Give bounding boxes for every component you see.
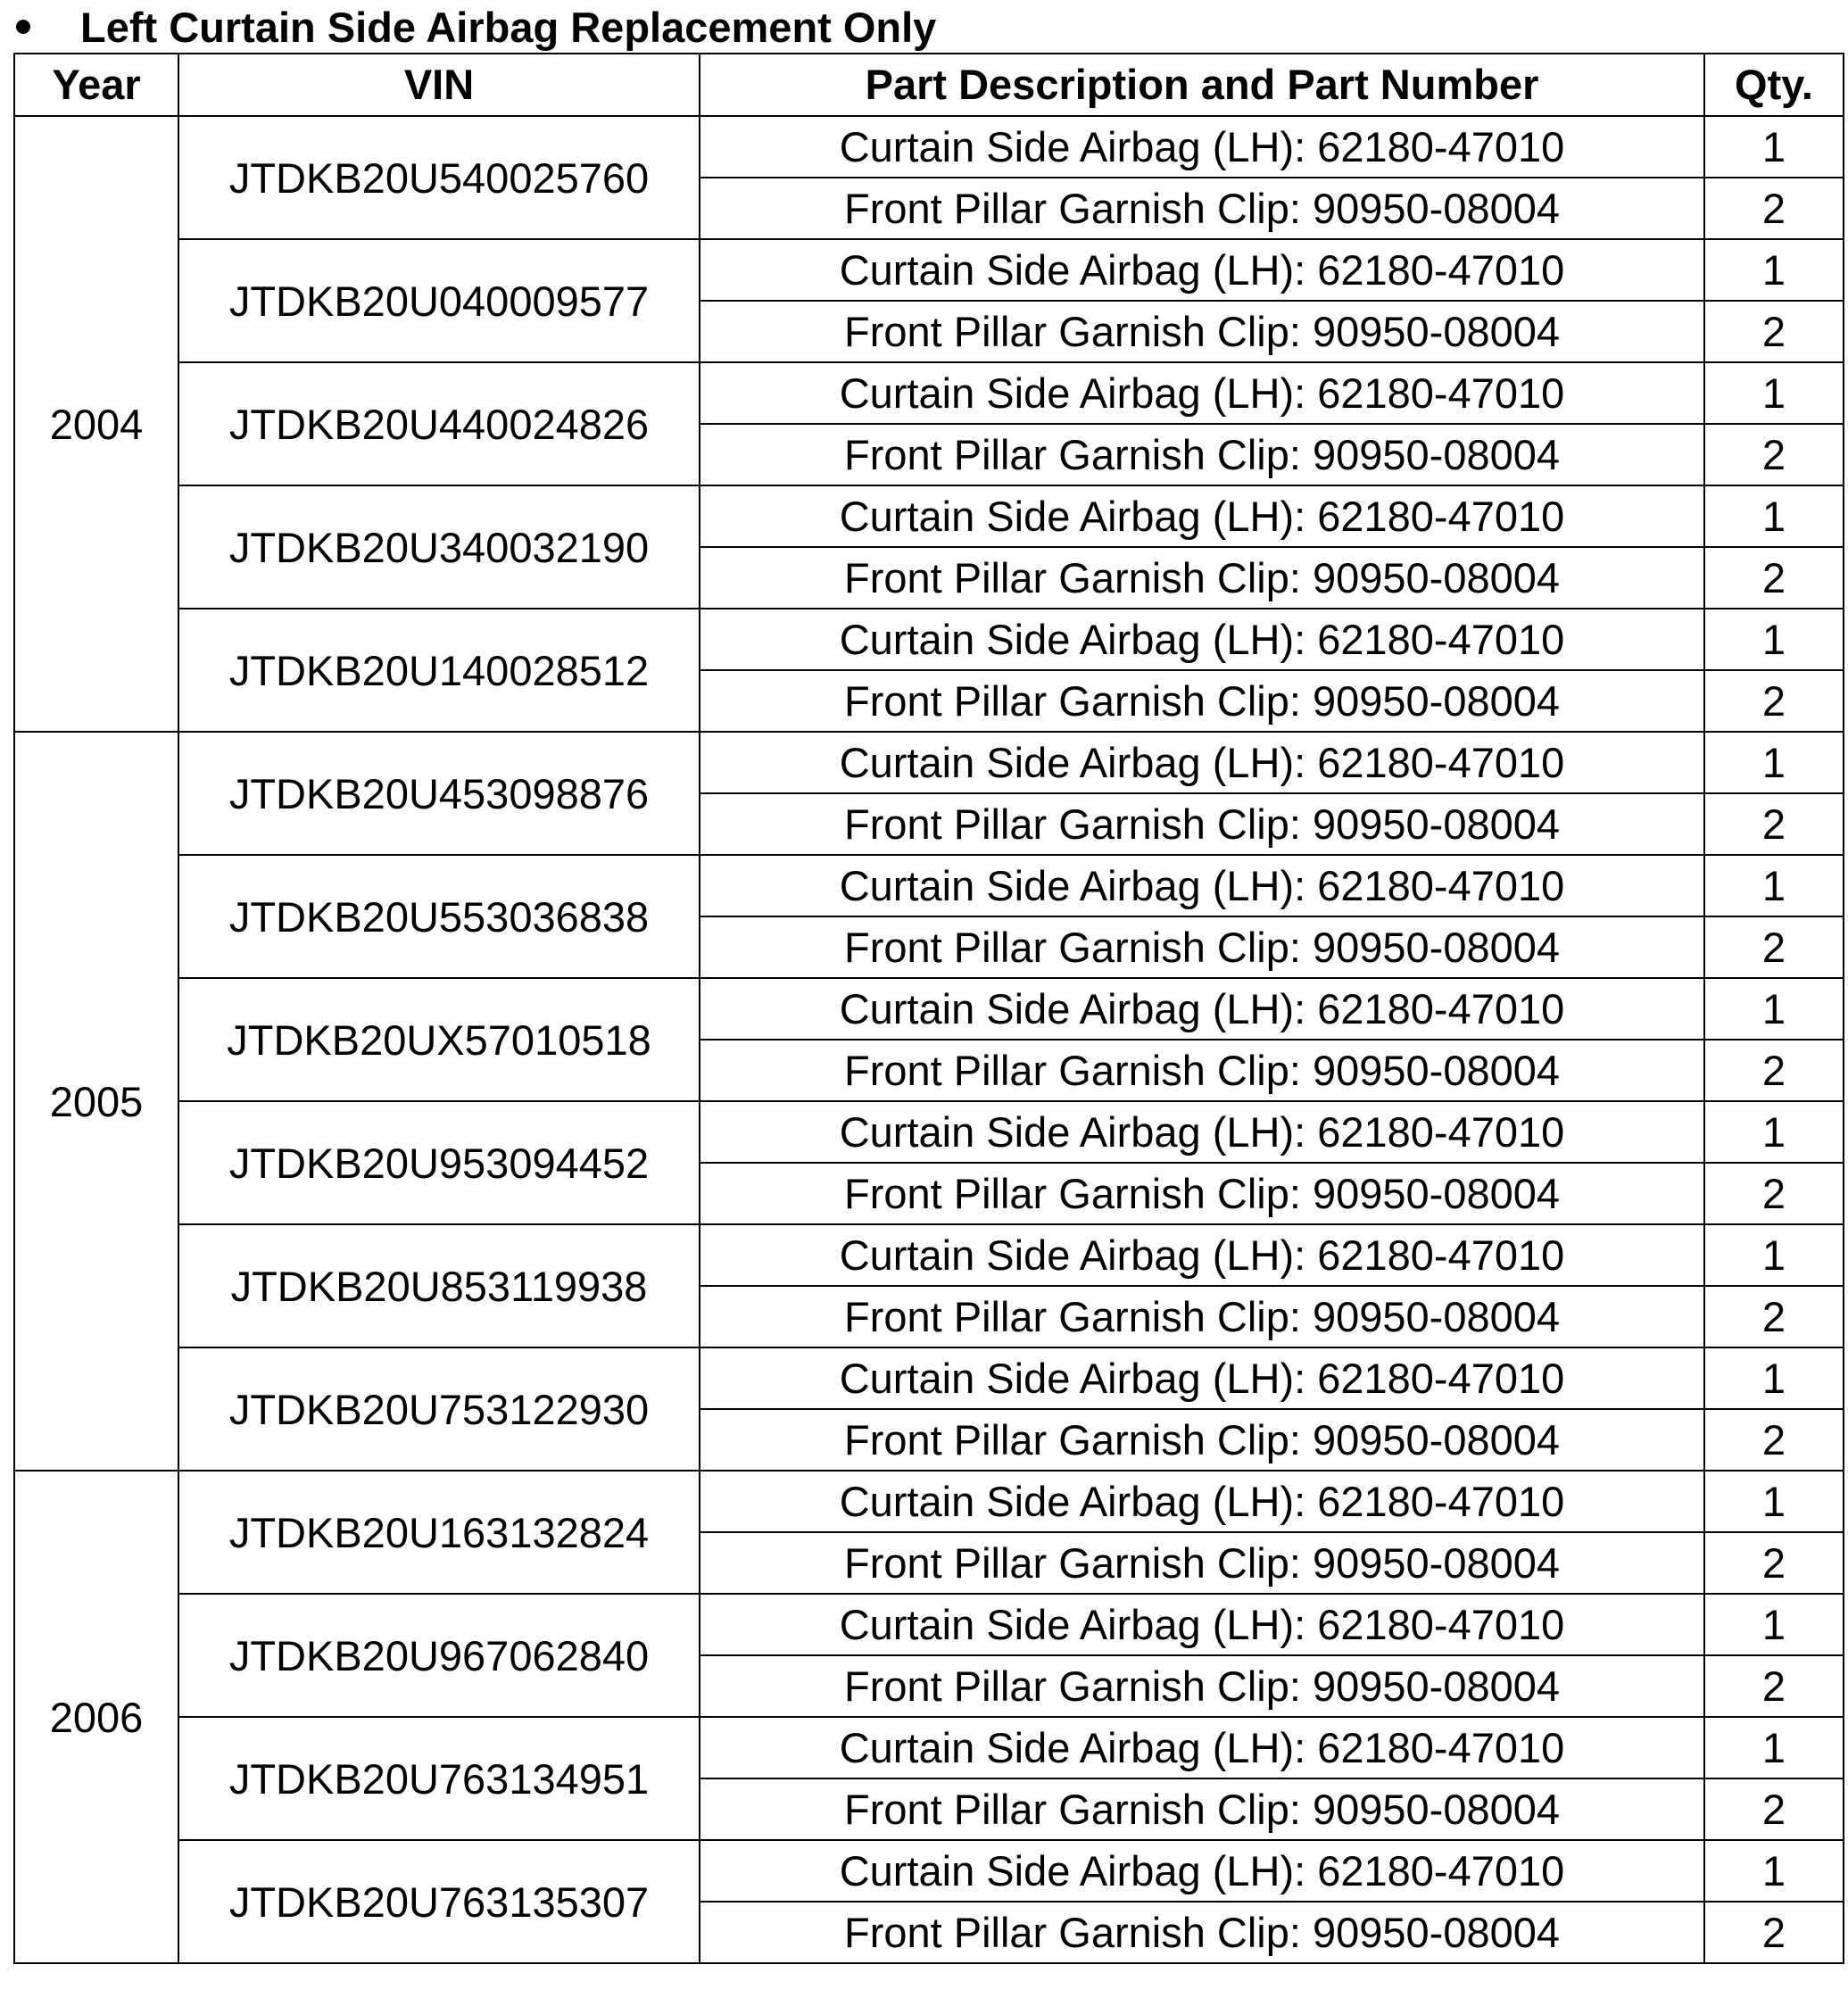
part-description-cell: Curtain Side Airbag (LH): 62180-47010 [700, 116, 1704, 178]
vin-cell: JTDKB20UX57010518 [178, 978, 700, 1101]
part-description-cell: Curtain Side Airbag (LH): 62180-47010 [700, 1224, 1704, 1286]
vin-cell: JTDKB20U753122930 [178, 1347, 700, 1471]
qty-cell: 2 [1704, 1902, 1844, 1963]
part-description-cell: Curtain Side Airbag (LH): 62180-47010 [700, 732, 1704, 793]
table-row [14, 1347, 1844, 1409]
qty-cell: 2 [1704, 1655, 1844, 1717]
vin-cell: JTDKB20U163132824 [178, 1471, 700, 1594]
part-description-cell: Curtain Side Airbag (LH): 62180-47010 [700, 362, 1704, 424]
qty-cell: 1 [1704, 1840, 1844, 1902]
vin-cell: JTDKB20U340032190 [178, 485, 700, 609]
part-description-cell: Curtain Side Airbag (LH): 62180-47010 [700, 1840, 1704, 1902]
vin-cell: JTDKB20U540025760 [178, 116, 700, 239]
table-row [14, 609, 1844, 670]
table-row [14, 1471, 1844, 1532]
qty-cell: 1 [1704, 362, 1844, 424]
part-description-cell: Curtain Side Airbag (LH): 62180-47010 [700, 978, 1704, 1040]
qty-cell: 1 [1704, 609, 1844, 670]
vin-cell: JTDKB20U953094452 [178, 1101, 700, 1224]
qty-cell: 1 [1704, 485, 1844, 547]
year-cell: 2006 [14, 1471, 178, 1963]
qty-cell: 1 [1704, 1594, 1844, 1655]
qty-cell: 2 [1704, 1163, 1844, 1224]
qty-cell: 2 [1704, 178, 1844, 239]
part-description-cell: Front Pillar Garnish Clip: 90950-08004 [700, 424, 1704, 485]
part-description-cell: Front Pillar Garnish Clip: 90950-08004 [700, 1532, 1704, 1594]
qty-cell: 1 [1704, 732, 1844, 793]
qty-cell: 1 [1704, 239, 1844, 301]
qty-cell: 1 [1704, 116, 1844, 178]
header-part: Part Description and Part Number [700, 54, 1704, 116]
part-description-cell: Curtain Side Airbag (LH): 62180-47010 [700, 239, 1704, 301]
qty-cell: 2 [1704, 1778, 1844, 1840]
part-description-cell: Front Pillar Garnish Clip: 90950-08004 [700, 1163, 1704, 1224]
vin-cell: JTDKB20U553036838 [178, 855, 700, 978]
qty-cell: 2 [1704, 1286, 1844, 1347]
section-heading [12, 0, 936, 54]
qty-cell: 2 [1704, 793, 1844, 855]
bullet-icon [16, 20, 30, 34]
table-row [14, 1717, 1844, 1778]
qty-cell: 2 [1704, 301, 1844, 362]
table-row [14, 362, 1844, 424]
qty-cell: 2 [1704, 1040, 1844, 1101]
vin-cell: JTDKB20U853119938 [178, 1224, 700, 1347]
vin-cell: JTDKB20U140028512 [178, 609, 700, 732]
year-cell: 2005 [14, 732, 178, 1471]
qty-cell: 1 [1704, 1471, 1844, 1532]
qty-cell: 2 [1704, 1532, 1844, 1594]
vin-cell: JTDKB20U763134951 [178, 1717, 700, 1840]
table-row [14, 855, 1844, 916]
part-description-cell: Curtain Side Airbag (LH): 62180-47010 [700, 485, 1704, 547]
qty-cell: 1 [1704, 1717, 1844, 1778]
part-description-cell: Curtain Side Airbag (LH): 62180-47010 [700, 855, 1704, 916]
vin-cell: JTDKB20U453098876 [178, 732, 700, 855]
heading-text: Left Curtain Side Airbag Replacement Only [80, 3, 937, 51]
parts-table [13, 53, 1844, 1964]
part-description-cell: Front Pillar Garnish Clip: 90950-08004 [700, 1286, 1704, 1347]
qty-cell: 1 [1704, 1347, 1844, 1409]
table-row [14, 732, 1844, 793]
vin-cell: JTDKB20U967062840 [178, 1594, 700, 1717]
part-description-cell: Curtain Side Airbag (LH): 62180-47010 [700, 609, 1704, 670]
qty-cell: 1 [1704, 1101, 1844, 1163]
table-row [14, 1224, 1844, 1286]
table-row [14, 239, 1844, 301]
vin-cell: JTDKB20U040009577 [178, 239, 700, 362]
table-row [14, 978, 1844, 1040]
part-description-cell: Front Pillar Garnish Clip: 90950-08004 [700, 1778, 1704, 1840]
qty-cell: 2 [1704, 547, 1844, 609]
header-vin: VIN [178, 54, 700, 116]
qty-cell: 1 [1704, 855, 1844, 916]
table-row [14, 1840, 1844, 1902]
vin-cell: JTDKB20U440024826 [178, 362, 700, 485]
part-description-cell: Front Pillar Garnish Clip: 90950-08004 [700, 1040, 1704, 1101]
table-body [14, 116, 1844, 1963]
qty-cell: 2 [1704, 424, 1844, 485]
part-description-cell: Front Pillar Garnish Clip: 90950-08004 [700, 301, 1704, 362]
part-description-cell: Front Pillar Garnish Clip: 90950-08004 [700, 670, 1704, 732]
part-description-cell: Curtain Side Airbag (LH): 62180-47010 [700, 1594, 1704, 1655]
qty-cell: 1 [1704, 978, 1844, 1040]
table-row [14, 116, 1844, 178]
table-row [14, 1101, 1844, 1163]
part-description-cell: Front Pillar Garnish Clip: 90950-08004 [700, 1409, 1704, 1471]
header-row [14, 54, 1844, 116]
part-description-cell: Curtain Side Airbag (LH): 62180-47010 [700, 1101, 1704, 1163]
part-description-cell: Front Pillar Garnish Clip: 90950-08004 [700, 547, 1704, 609]
table-row [14, 1594, 1844, 1655]
part-description-cell: Front Pillar Garnish Clip: 90950-08004 [700, 793, 1704, 855]
header-year: Year [14, 54, 178, 116]
part-description-cell: Curtain Side Airbag (LH): 62180-47010 [700, 1471, 1704, 1532]
vin-cell: JTDKB20U763135307 [178, 1840, 700, 1963]
part-description-cell: Curtain Side Airbag (LH): 62180-47010 [700, 1347, 1704, 1409]
part-description-cell: Front Pillar Garnish Clip: 90950-08004 [700, 1902, 1704, 1963]
year-cell: 2004 [14, 116, 178, 732]
table-row [14, 485, 1844, 547]
part-description-cell: Front Pillar Garnish Clip: 90950-08004 [700, 916, 1704, 978]
qty-cell: 1 [1704, 1224, 1844, 1286]
part-description-cell: Front Pillar Garnish Clip: 90950-08004 [700, 1655, 1704, 1717]
part-description-cell: Front Pillar Garnish Clip: 90950-08004 [700, 178, 1704, 239]
qty-cell: 2 [1704, 916, 1844, 978]
part-description-cell: Curtain Side Airbag (LH): 62180-47010 [700, 1717, 1704, 1778]
qty-cell: 2 [1704, 670, 1844, 732]
qty-cell: 2 [1704, 1409, 1844, 1471]
header-qty: Qty. [1704, 54, 1844, 116]
